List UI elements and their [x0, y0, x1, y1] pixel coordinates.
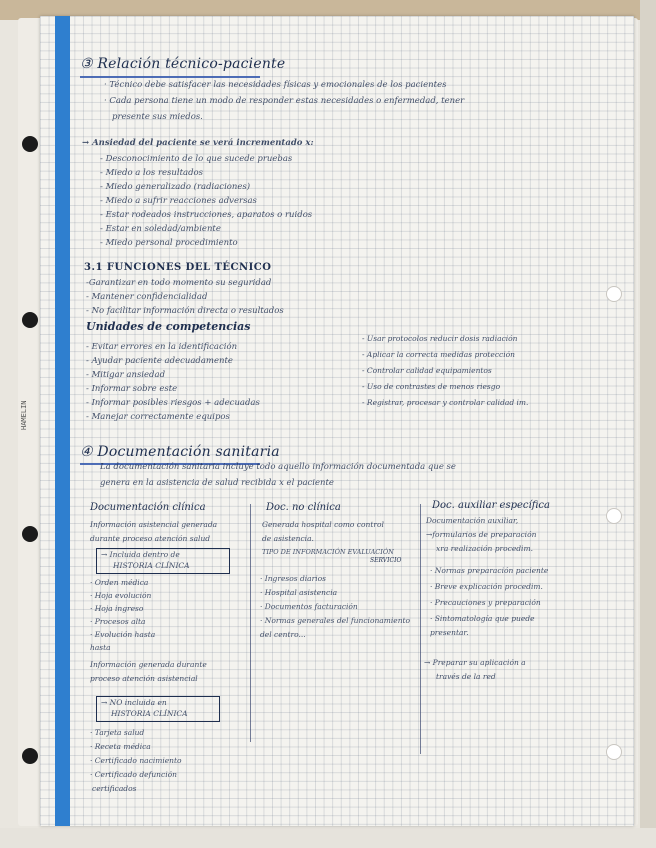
col2-item: del centro...: [260, 630, 306, 639]
col1-item: · Procesos alta: [90, 617, 146, 626]
competencies-heading: Unidades de competencias: [86, 320, 251, 333]
column-divider: [420, 504, 421, 754]
col1-item2: certificados: [92, 784, 137, 793]
competency-left: - Evitar errores en la identificación: [86, 342, 238, 352]
section4-title: ④ Documentación sanitaria: [80, 444, 280, 460]
col3-item: · Precauciones y preparación: [430, 598, 541, 607]
col3-desc: →formularios de preparación: [426, 530, 537, 539]
anxiety-item: - Estar rodeados instrucciones, aparatos o ruidos: [100, 210, 313, 220]
desk-bottom: [0, 828, 656, 848]
punch-hole-left-4: [22, 748, 38, 764]
col1-item: · Orden médica: [90, 578, 149, 587]
box-line: HISTORIA CLÍNICA: [113, 561, 190, 570]
competency-left: - Informar posibles riesgos + adecuadas: [86, 398, 260, 408]
anxiety-item: - Miedo a sufrir reacciones adversas: [100, 196, 257, 206]
box-line: → Incluida dentro de: [101, 550, 180, 559]
box-line: → NO incluida en: [101, 698, 167, 707]
competency-right: - Usar protocolos reducir dosis radiación: [362, 334, 518, 343]
anxiety-item: - Miedo generalizado (radiaciones): [100, 182, 251, 192]
punch-hole-right-3: [606, 744, 622, 760]
competency-right: - Uso de contrastes de menos riesgo: [362, 382, 501, 391]
col2-subhead-sup: SERVICIO: [370, 557, 402, 564]
col1-item: · Evolución hasta: [90, 630, 156, 639]
punch-hole-left-2: [22, 312, 38, 328]
col1-desc: durante proceso atención salud: [90, 534, 211, 543]
col3-item: presentar.: [430, 628, 469, 637]
competency-left: - Mitigar ansiedad: [86, 370, 166, 380]
col2-item: · Documentos facturación: [260, 602, 358, 611]
punch-hole-right-2: [606, 508, 622, 524]
col1-item: hasta: [90, 643, 111, 652]
col1-item2: · Certificado nacimiento: [90, 756, 182, 765]
competency-right: - Aplicar la correcta medidas protección: [362, 350, 515, 359]
margin-bar: [55, 16, 70, 826]
col2-item: · Ingresos diarios: [260, 574, 327, 583]
col2-desc: Generada hospital como control: [262, 520, 384, 529]
col1-item2: · Certificado defunción: [90, 770, 177, 779]
no-historia-clinica-box: [96, 696, 220, 722]
col1-item2: · Receta médica: [90, 742, 151, 751]
section3-bullet: · Cada persona tiene un modo de responder estas necesidades o enfermedad, tener: [104, 96, 465, 106]
desk-right: [640, 0, 656, 848]
col2-item: · Normas generales del funcionamiento: [260, 616, 411, 625]
column-divider: [250, 504, 251, 742]
col2-subhead: TIPO DE INFORMACIÓN EVALUACIÓN: [262, 548, 394, 556]
section3-title-underline: [80, 76, 260, 78]
section3-bullet: presente sus miedos.: [112, 112, 203, 122]
col3-heading: Doc. auxiliar específica: [432, 500, 550, 511]
anxiety-item: - Desconocimiento de lo que sucede pruebas: [100, 154, 293, 164]
function-item: - No facilitar información directa o resultados: [86, 306, 284, 316]
section4-intro: La documentación sanitaria incluye todo aquello información documentada que se: [100, 462, 456, 472]
box-line: HISTORIA CLÍNICA: [111, 709, 188, 718]
col2-item: · Hospital asistencia: [260, 588, 338, 597]
col1-heading: Documentación clínica: [90, 502, 206, 513]
competency-left: - Ayudar paciente adecuadamente: [86, 356, 233, 366]
col3-item: · Breve explicación procedim.: [430, 582, 543, 591]
anxiety-item: - Miedo a los resultados: [100, 168, 204, 178]
punch-hole-left-1: [22, 136, 38, 152]
col1-item: · Hoja ingreso: [90, 604, 144, 613]
function-item: -Garantizar en todo momento su seguridad: [86, 278, 272, 288]
col3-desc: Documentación auxiliar,: [426, 516, 519, 525]
col1-item2: · Tarjeta salud: [90, 728, 145, 737]
col2-heading: Doc. no clínica: [266, 502, 341, 513]
col3-note: través de la red: [436, 672, 496, 681]
section4-intro: genera en la asistencia de salud recibida x el paciente: [100, 478, 334, 488]
competency-right: - Registrar, procesar y controlar calidad im.: [362, 398, 529, 407]
competency-left: - Informar sobre este: [86, 384, 178, 394]
anxiety-item: - Miedo personal procedimiento: [100, 238, 238, 248]
col3-item: · Sintomatología que puede: [430, 614, 535, 623]
historia-clinica-box: [96, 548, 230, 574]
col3-item: · Normas preparación paciente: [430, 566, 549, 575]
col1-item: · Hoja evolución: [90, 591, 152, 600]
col3-desc: xra realización procedim.: [436, 544, 533, 553]
function-item: - Mantener confidencialidad: [86, 292, 208, 302]
brand-label: HAMELIN: [20, 400, 28, 430]
col1-desc2: proceso atención asistencial: [90, 674, 198, 683]
punch-hole-right-1: [606, 286, 622, 302]
col1-desc: Información asistencial generada: [90, 520, 218, 529]
section3-title: ③ Relación técnico-paciente: [80, 56, 286, 72]
col2-desc: de asistencia.: [262, 534, 314, 543]
competency-left: - Manejar correctamente equipos: [86, 412, 230, 422]
punch-hole-left-3: [22, 526, 38, 542]
section3-bullet: · Técnico debe satisfacer las necesidades físicas y emocionales de los pacientes: [104, 80, 447, 90]
col1-desc2: Información generada durante: [90, 660, 207, 669]
functions-heading: 3.1 FUNCIONES DEL TÉCNICO: [84, 262, 272, 273]
anxiety-heading: → Ansiedad del paciente se verá incrementado x:: [82, 138, 314, 148]
anxiety-item: - Estar en soledad/ambiente: [100, 224, 221, 234]
col3-note: → Preparar su aplicación a: [424, 658, 526, 667]
competency-right: - Controlar calidad equipamientos: [362, 366, 492, 375]
